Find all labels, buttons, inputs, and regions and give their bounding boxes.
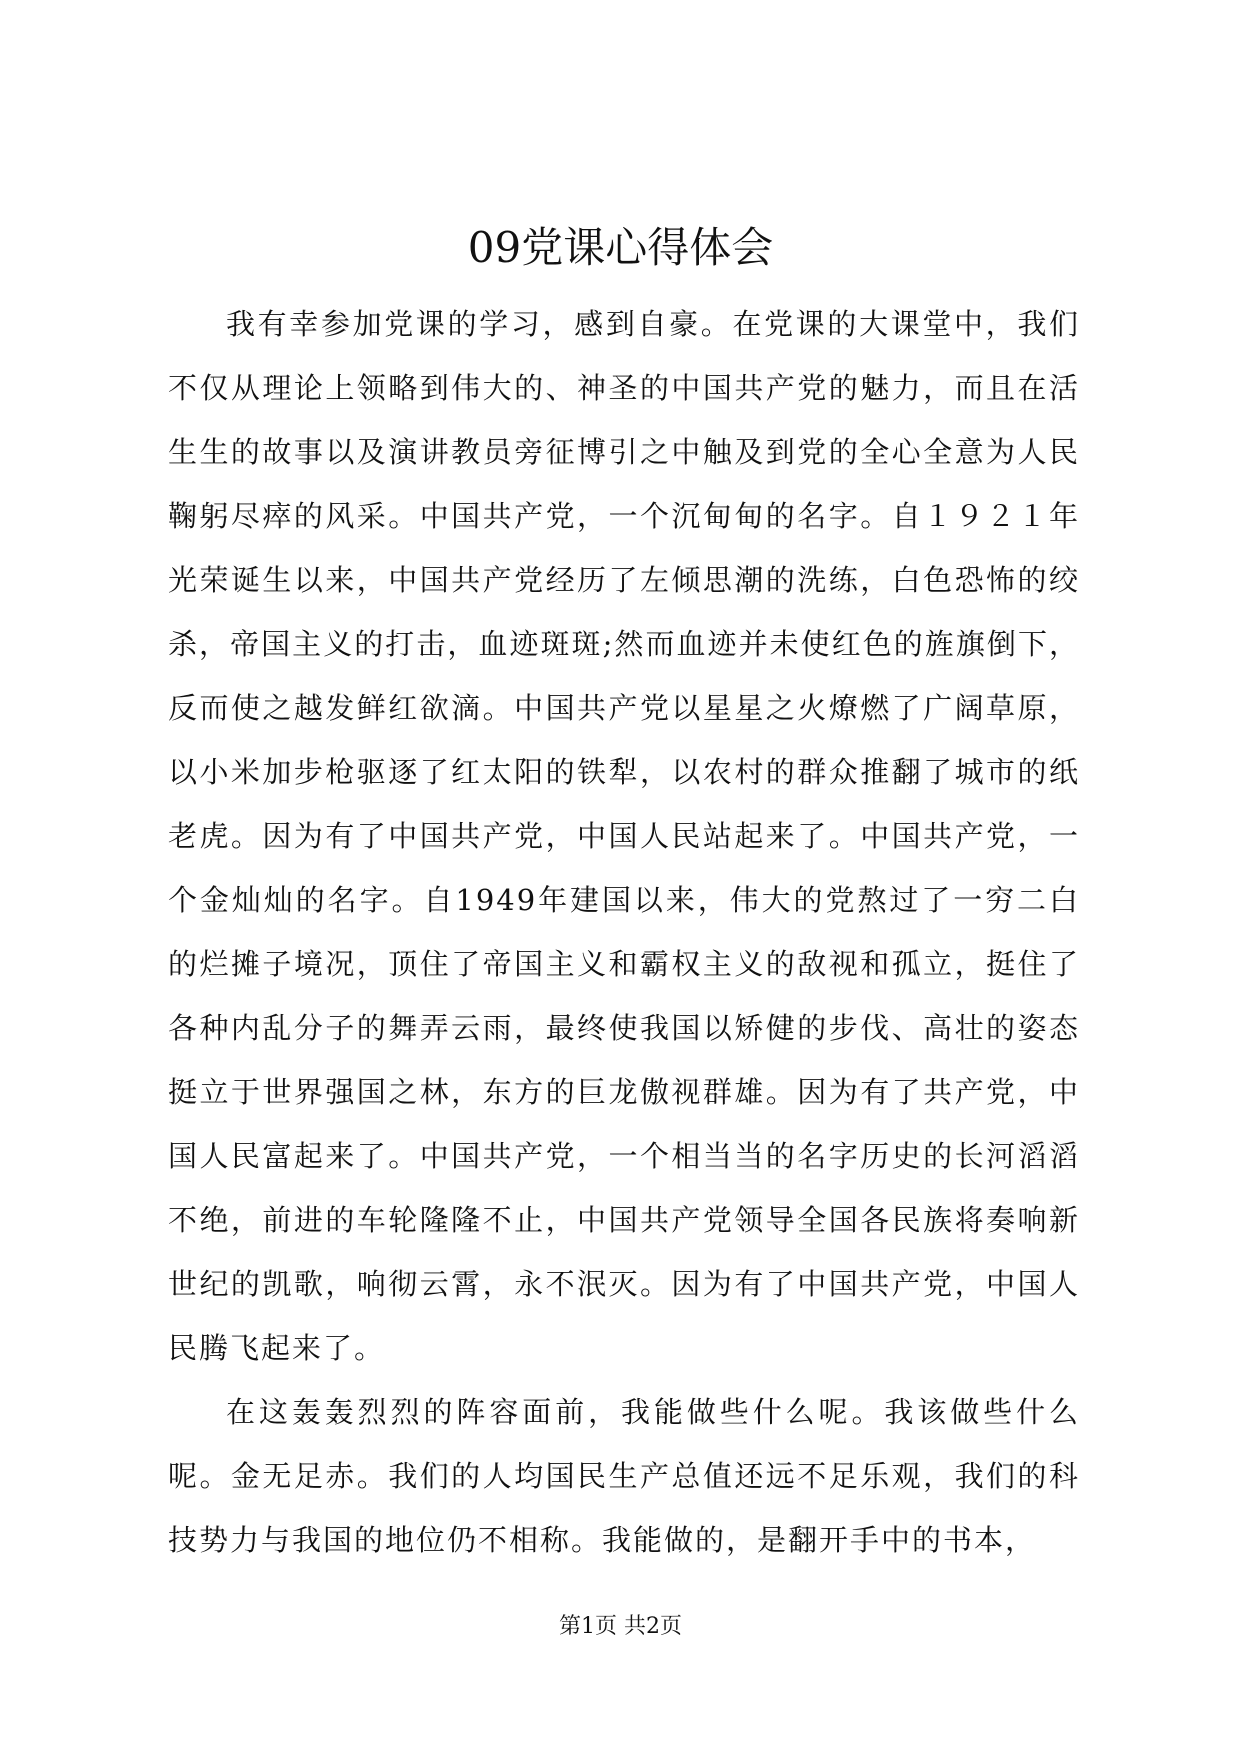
paragraph-2: 在这轰轰烈烈的阵容面前，我能做些什么呢。我该做些什么呢。金无足赤。我们的人均国民生产总值还远不足乐观，我们的科技势力与我国的地位仍不相称。我能做的，是翻开手中的书本， — [168, 1395, 1080, 1557]
document-body — [168, 292, 1080, 1572]
document-title: 09党课心得体会 — [467, 223, 774, 272]
page-footer: 第1页 共2页 — [559, 1614, 682, 1639]
paragraph-1: 我有幸参加党课的学习，感到自豪。在党课的大课堂中，我们不仅从理论上领略到伟大的、神圣的中国共产党的魅力，而且在活生生的故事以及演讲教员旁征博引之中触及到党的全心全意为人民鞠躬尽瘁的风采。中国共产党，一个沉甸甸的名字。自１９２１年光荣诞生以来，中国共产党经历了左倾思潮的洗练，白色恐怖的绞杀，帝国主义的打击，血迹斑斑;然而血迹并未使红色的旌旗倒下，反而使之越发鲜红欲滴。中国共产党以星星之火燎燃了广阔草原，以小米加步枪驱逐了红太阳的铁犁，以农村的群众推翻了城市的纸老虎。因为有了中国共产党，中国人民站起来了。中国共产党，一个金灿灿的名字。自1949年建国以来，伟大的党熬过了一穷二白的烂摊子境况，顶住了帝国主义和霸权主义的敌视和孤立，挺住了各种内乱分子的舞弄云雨，最终使我国以矫健的步伐、高壮的姿态挺立于世界强国之林，东方的巨龙傲视群雄。因为有了共产党，中国人民富起来了。中国共产党，一个相当当的名字历史的长河滔滔不绝，前进的车轮隆隆不止，中国共产党领导全国各民族将奏响新世纪的凯歌，响彻云霄，永不泯灭。因为有了中国共产党，中国人民腾飞起来了。 — [168, 307, 1080, 1365]
